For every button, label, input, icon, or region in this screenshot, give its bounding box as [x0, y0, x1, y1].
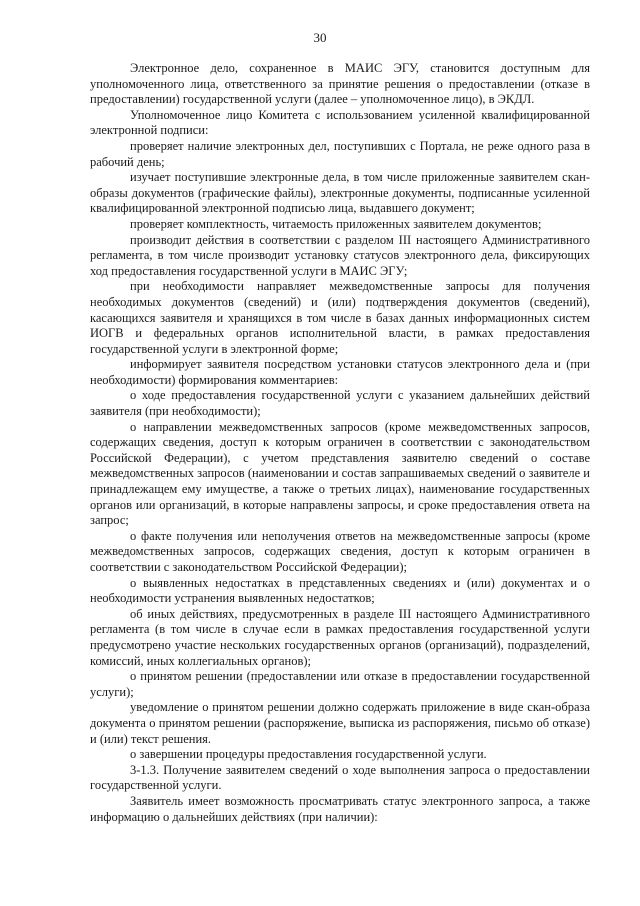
paragraph: об иных действиях, предусмотренных в разделе III настоящего Административного регламента (в том числе в случае если в рамках предоставления государственной услуги предусмотрено участие нескольких государственных органов (организаций), подразделений, комиссий, иных коллегиальных органов); [90, 606, 590, 668]
paragraph: проверяет наличие электронных дел, поступивших с Портала, не реже одного раза в рабочий день; [90, 138, 590, 169]
paragraph: информирует заявителя посредством установки статусов электронного дела и (при необходимости) формирования комментариев: [90, 357, 590, 387]
paragraph: о факте получения или неполучения ответов на межведомственные запросы (кроме межведомственных запросов, содержащих сведения, доступ к которым ограничен в соответствии с законодательством Российской Федерации); [90, 528, 590, 574]
paragraph: при необходимости направляет межведомственные запросы для получения необходимых документов (сведений) и (или) подтверждения документов (сведений), касающихся заявителя и хранящихся в том числе в базах данных информационных систем ИОГВ и федеральных органов исполнительной власти, в рамках предоставления государственной услуги в электронной форме; [90, 279, 590, 356]
paragraph: проверяет комплектность, читаемость приложенных заявителем документов; [130, 216, 542, 231]
paragraph: производит действия в соответствии с разделом III настоящего Административного регламента, в том числе производит установку статусов электронного дела, фиксирующих ход предоставления государственной услуги в МАИС ЭГУ; [90, 232, 590, 278]
document-body [90, 61, 590, 825]
paragraph: о завершении процедуры предоставления государственной услуги. [130, 747, 487, 762]
paragraph: о выявленных недостатках в представленных сведениях и (или) документах и о необходимости устранения выявленных недостатков; [90, 575, 590, 606]
page-number: 30 [313, 30, 327, 45]
paragraph: Электронное дело, сохраненное в МАИС ЭГУ, становится доступным для уполномоченного лица, ответственного за принятие решения о предоставлении (отказе в предоставлении) государственной услуги (далее – уполномоченное лицо), в ЭКДЛ. [90, 61, 590, 107]
paragraph: Уполномоченное лицо Комитета с использованием усиленной квалифицированной электронной подписи: [90, 107, 590, 138]
paragraph: о ходе предоставления государственной услуги с указанием дальнейших действий заявителя (при необходимости); [90, 388, 590, 419]
section-heading: 3-1.3. Получение заявителем сведений о ходе выполнения запроса о предоставлении государственной услуги. [90, 762, 590, 793]
paragraph: Заявитель имеет возможность просматривать статус электронного запроса, а также информацию о дальнейших действиях (при наличии): [90, 793, 590, 824]
paragraph: уведомление о принятом решении должно содержать приложение в виде скан-образа документа о принятом решении (распоряжение, выписка из распоряжения, письмо об отказе) и (или) текст решения. [90, 700, 590, 746]
paragraph: о принятом решении (предоставлении или отказе в предоставлении государственной услуги); [90, 669, 590, 699]
paragraph: изучает поступившие электронные дела, в том числе приложенные заявителем скан-образы документов (графические файлы), электронные документы, подписанные усиленной квалифицированной электронной подписью лица, выдавшего документ; [90, 170, 590, 216]
paragraph: о направлении межведомственных запросов (кроме межведомственных запросов, содержащих сведения, доступ к которым ограничен в соответствии с законодательством Российской Федерации), с учетом представления заявителю сведений о составе межведомственных запросов (наименовании и состав запрашиваемых сведений о заявителе и принадлежащем ему имуществе, а также о третьих лицах), наименование государственных органов или организаций, в которые направлены запросы, и сроке предоставления ответа на запрос; [90, 419, 590, 528]
